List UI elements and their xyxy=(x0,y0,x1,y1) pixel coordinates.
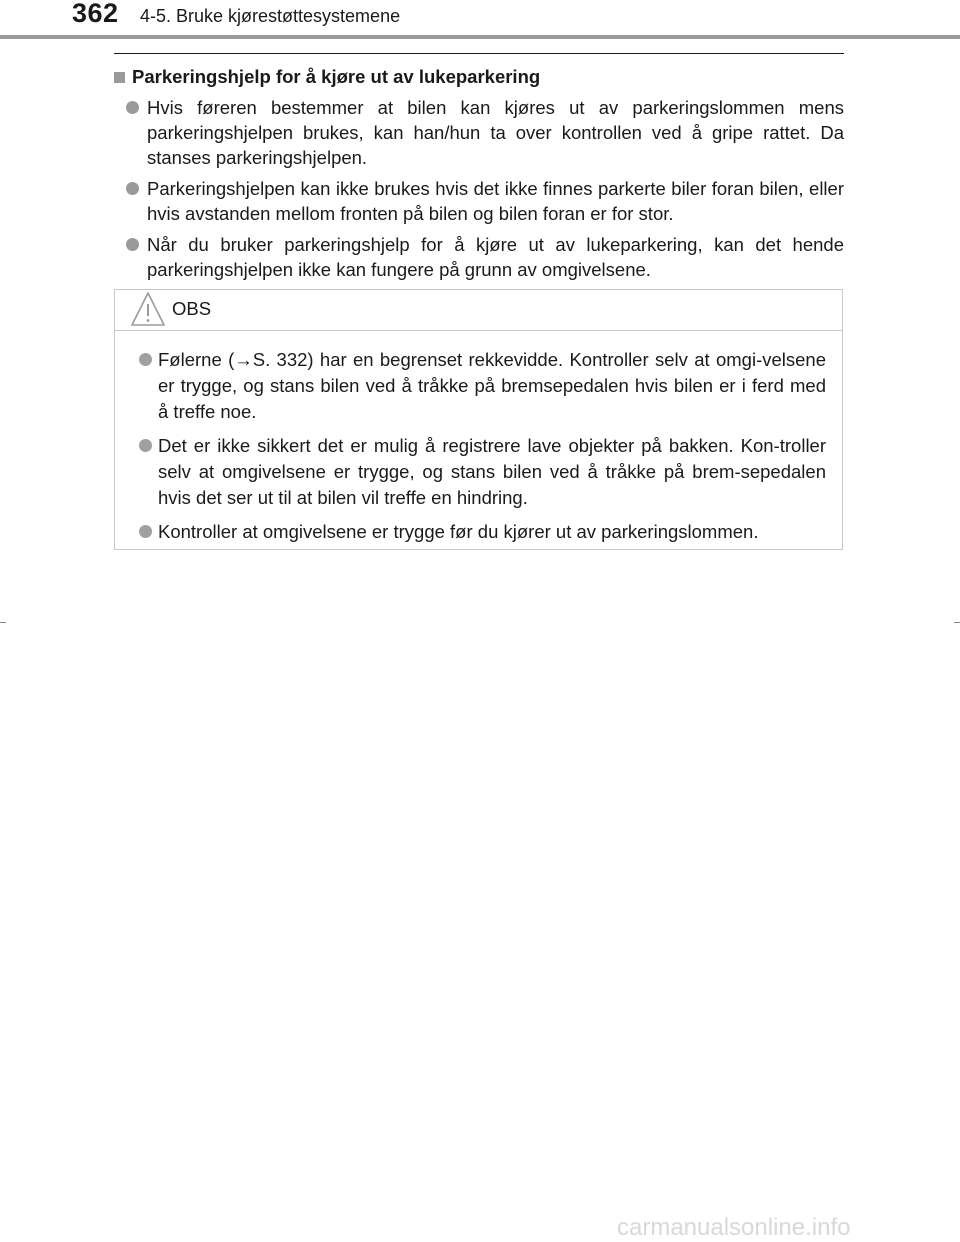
square-bullet-icon xyxy=(114,72,125,83)
list-item xyxy=(139,519,826,545)
page-number: 362 xyxy=(72,0,119,28)
bullet-dot-icon xyxy=(139,439,152,452)
section-heading-text: Parkeringshjelp for å kjøre ut av lukeparkering xyxy=(132,66,541,87)
list-item xyxy=(114,232,844,282)
warning-triangle-icon xyxy=(130,290,166,328)
crop-mark xyxy=(0,622,6,623)
section-content xyxy=(114,64,844,282)
list-item-text: Hvis føreren bestemmer at bilen kan kjøres ut av parkeringslommen mens parkeringshjelpen brukes, kan han/hun ta over kontrollen ved å gripe rattet. Da stanses parkeringshjelpen. xyxy=(147,97,844,168)
list-item-text: Når du bruker parkeringshjelp for å kjøre ut av lukeparkering, kan det hende parkeringshjelpen ikke kan fungere på grunn av omgivelsene. xyxy=(147,234,844,280)
caution-box xyxy=(114,289,843,550)
list-item xyxy=(114,95,844,170)
bullet-dot-icon xyxy=(126,101,139,114)
list-item-text: Følerne (→S. 332) har en begrenset rekkevidde. Kontroller selv at omgi-velsene er trygge, og stans bilen ved å tråkke på bremsepedalen hvis bilen er i ferd med å treffe noe. xyxy=(158,349,826,422)
header-divider xyxy=(0,35,960,39)
bullet-dot-icon xyxy=(126,238,139,251)
list-item xyxy=(139,347,826,425)
caution-title: OBS xyxy=(172,298,212,319)
caution-header xyxy=(115,290,842,331)
list-item-text: Parkeringshjelpen kan ikke brukes hvis det ikke finnes parkerte biler foran bilen, eller hvis avstanden mellom fronten på bilen og bilen foran er for stor. xyxy=(147,178,844,224)
bullet-dot-icon xyxy=(139,525,152,538)
section-divider xyxy=(114,53,844,54)
watermark: carmanualsonline.info xyxy=(617,1214,851,1241)
list-item xyxy=(139,433,826,511)
section-heading xyxy=(114,64,844,89)
caution-body xyxy=(115,331,842,545)
bullet-dot-icon xyxy=(126,182,139,195)
chapter-title: 4-5. Bruke kjørestøttesystemene xyxy=(140,6,401,26)
crop-mark xyxy=(954,622,960,623)
bullet-dot-icon xyxy=(139,353,152,366)
list-item-text: Kontroller at omgivelsene er trygge før du kjører ut av parkeringslommen. xyxy=(158,521,759,542)
list-item xyxy=(114,176,844,226)
list-item-text: Det er ikke sikkert det er mulig å registrere lave objekter på bakken. Kon-troller selv at omgivelsene er trygge, og stans bilen ved å tråkke på brem-sepedalen hvis det ser ut til at bilen vil treffe en hindring. xyxy=(158,435,826,508)
